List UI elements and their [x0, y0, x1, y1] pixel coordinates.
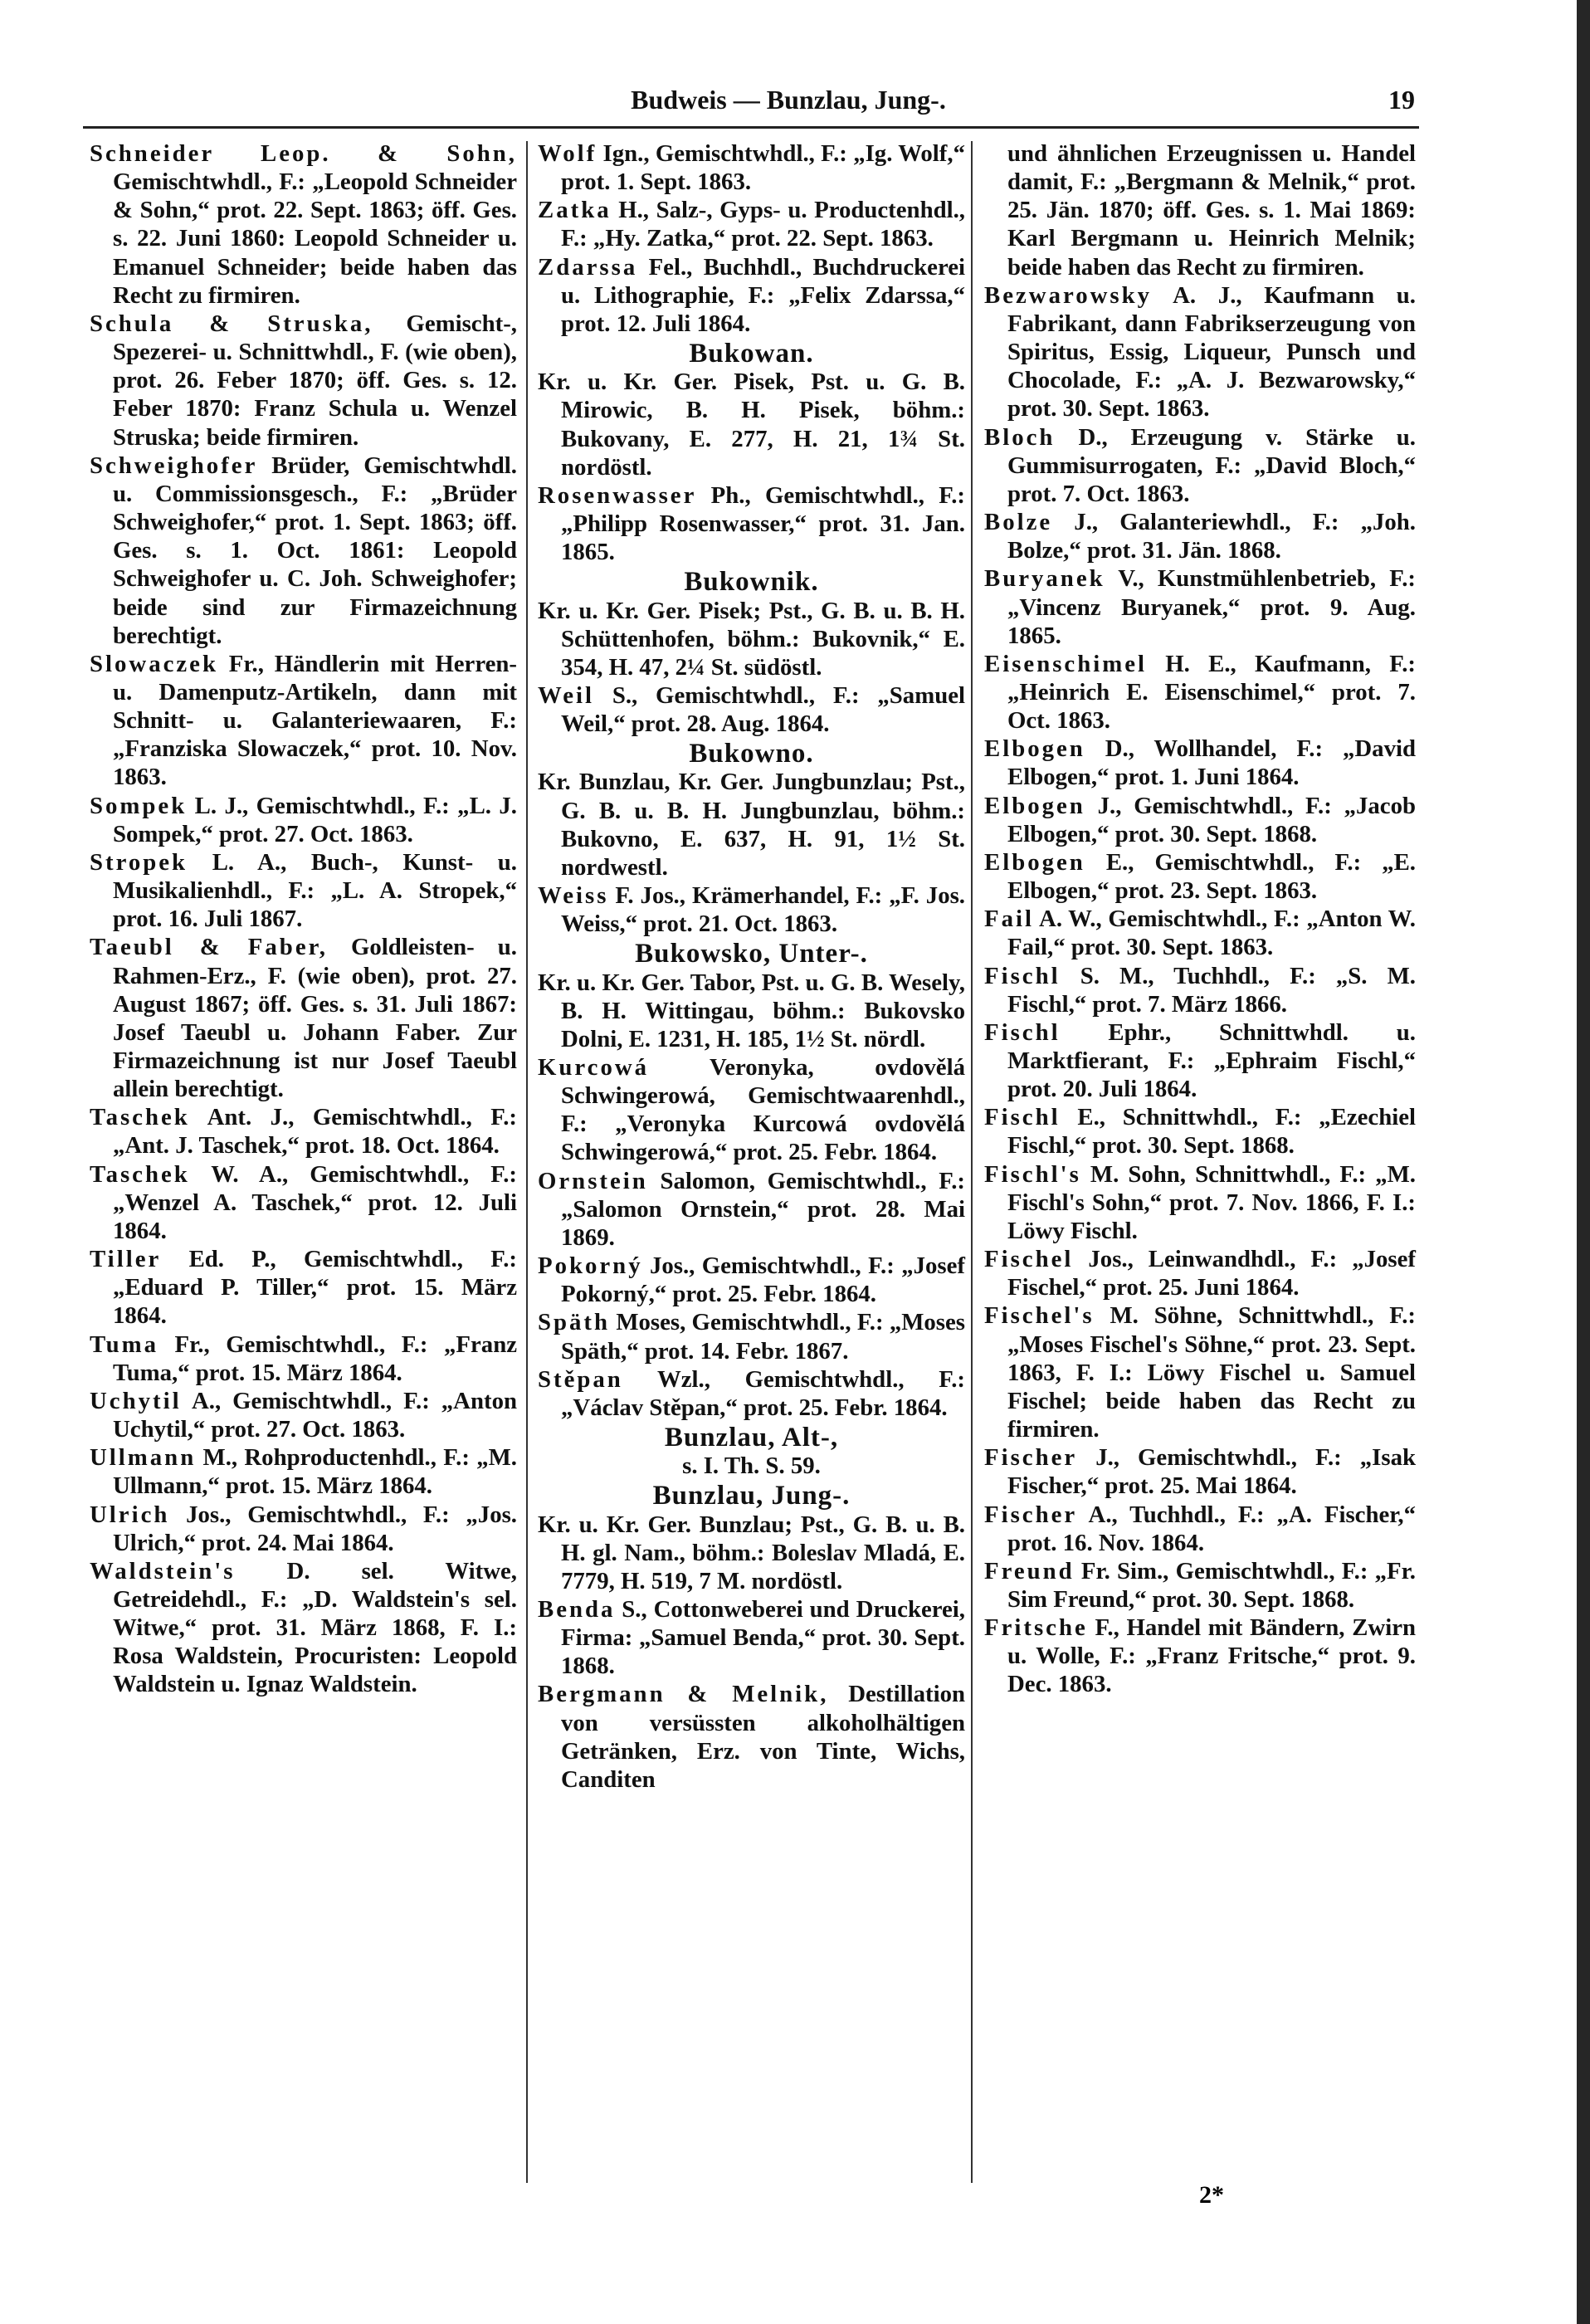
firm-name: Stropek [90, 848, 188, 876]
entry-text: Salomon, Gemischtwhdl., F.: „Salomon Ornstein,“ prot. 28. Mai 1869. [561, 1167, 965, 1251]
firm-name: Bloch [984, 423, 1056, 451]
running-header: Budweis — Bunzlau, Jung-. [631, 85, 946, 115]
firm-name: Späth [538, 1309, 611, 1336]
entry-text: D., Erzeugung v. Stärke u. Gummisurrogaten, F.: „David Bloch,“ prot. 7. Oct. 1863. [1007, 423, 1416, 507]
register-entry [538, 368, 965, 481]
firm-name: Schneider Leop. & Sohn, [90, 140, 517, 167]
firm-name: Taschek [90, 1160, 190, 1188]
register-entry [90, 1557, 517, 1699]
firm-name: Taeubl & Faber, [90, 934, 328, 961]
signature-mark: 2* [1199, 2181, 1224, 2209]
firm-name: Fritsche [984, 1614, 1088, 1642]
firm-name: Wolf [538, 140, 597, 167]
entry-text: S. M., Tuchhdl., F.: „S. M. Fischl,“ prot. 7. März 1866. [1007, 962, 1416, 1018]
entry-text: Fr. Sim., Gemischtwhdl., F.: „Fr. Sim Freund,“ prot. 30. Sept. 1868. [1007, 1557, 1416, 1613]
entry-text: J., Galanteriewhdl., F.: „Joh. Bolze,“ prot. 31. Jän. 1868. [1007, 509, 1416, 564]
entry-text: M. Sohn, Schnittwhdl., F.: „M. Fischl's Sohn,“ prot. 7. Nov. 1866, F. I.: Löwy Fischl. [1007, 1160, 1416, 1244]
entry-text: E., Schnittwhdl., F.: „Ezechiel Fischl,“ prot. 30. Sept. 1868. [1007, 1104, 1416, 1160]
register-entry [984, 1018, 1416, 1103]
firm-name: Fischel's [984, 1302, 1095, 1330]
register-entry [984, 962, 1416, 1018]
firm-name: Stěpan [538, 1365, 623, 1393]
entry-text: Fr., Händlerin mit Herren- u. Damenputz-Artikeln, dann mit Schnitt- u. Galanteriewaaren, F.: „Franziska Slowaczek,“ prot. 10. Nov. 1863. [113, 650, 517, 791]
register-entry [90, 139, 517, 310]
entry-text: L. A., Buch-, Kunst- u. Musikalienhdl., F.: „L. A. Stropek,“ prot. 16. Juli 1867. [113, 848, 517, 933]
firm-name: Fail [984, 906, 1034, 933]
register-entry [538, 597, 965, 681]
firm-name: Elbogen [984, 735, 1085, 763]
register-entry [984, 735, 1416, 791]
entry-text: D. sel. Witwe, Getreidehdl., F.: „D. Waldstein's sel. Witwe,“ prot. 31. März 1868, F. I.: Rosa Waldstein, Procuristen: Leopold Waldstein u. Ignaz Waldstein. [113, 1557, 517, 1698]
entry-text: H. E., Kaufmann, F.: „Heinrich E. Eisenschimel,“ prot. 7. Oct. 1863. [1007, 650, 1416, 735]
firm-name: Ulrich [90, 1501, 170, 1528]
firm-name: Elbogen [984, 792, 1085, 819]
entry-text: L. J., Gemischtwhdl., F.: „L. J. Sompek,“ prot. 27. Oct. 1863. [113, 792, 517, 847]
register-entry [538, 1511, 965, 1595]
firm-name: Fischl [984, 962, 1061, 989]
firm-name: Weil [538, 681, 594, 709]
entry-text: S., Cottonweberei und Druckerei, Firma: „Samuel Benda,“ prot. 30. Sept. 1868. [561, 1595, 965, 1680]
register-entry [90, 792, 517, 848]
firm-name: Schula & Struska, [90, 310, 373, 337]
register-entry [984, 1501, 1416, 1557]
firm-name: Fischer [984, 1444, 1078, 1472]
scan-edge [1577, 0, 1590, 2324]
column-3 [984, 139, 1416, 1699]
register-entry [90, 1160, 517, 1245]
entry-text: Jos., Leinwandhdl., F.: „Josef Fischel,“ prot. 25. Juni 1864. [1007, 1246, 1416, 1301]
entry-text: Destillation von versüssten alkoholhältigen Getränken, Erz. von Tinte, Wichs, Canditen [561, 1681, 965, 1793]
entry-text: Ed. P., Gemischtwhdl., F.: „Eduard P. Tiller,“ prot. 15. März 1864. [113, 1246, 517, 1330]
firm-name: Eisenschimel [984, 650, 1147, 677]
register-entry [90, 310, 517, 452]
entry-text: Fr., Gemischtwhdl., F.: „Franz Tuma,“ prot. 15. März 1864. [113, 1330, 517, 1386]
entry-text: Goldleisten- u. Rahmen-Erz., F. (wie oben), prot. 27. August 1867; öff. Ges. s. 31. Juli 1867: Josef Taeubl u. Johann Faber. Zur Firmazeichnung ist nur Josef Taeubl allein berechtigt. [113, 934, 517, 1103]
firm-name: Fischer [984, 1501, 1078, 1528]
firm-name: Zdarssa [538, 253, 638, 281]
column-divider [526, 141, 528, 2183]
place-heading: Bukowan. [689, 339, 814, 369]
entry-text: Kr. u. Kr. Ger. Bunzlau; Pst., G. B. u. B. H. gl. Nam., böhm.: Boleslav Mladá, E. 7779, H. 519, 7 M. nordöstl. [538, 1511, 965, 1594]
firm-name: Schweighofer [90, 452, 258, 479]
entry-text: A. J., Kaufmann u. Fabrikant, dann Fabrikserzeugung von Spiritus, Essig, Liqueur, Punsch und Chocolade, F.: „A. J. Bezwarowsky,“ prot. 30. Sept. 1863. [1007, 281, 1416, 422]
entry-text: Wzl., Gemischtwhdl., F.: „Václav Stěpan,“ prot. 25. Febr. 1864. [561, 1365, 965, 1421]
entry-text: Kr. Bunzlau, Kr. Ger. Jungbunzlau; Pst., G. B. u. B. H. Jungbunzlau, böhm.: Bukovno, E. 637, H. 91, 1½ St. nordwestl. [538, 769, 965, 881]
firm-name: Weiss [538, 882, 609, 910]
entry-text: Kr. u. Kr. Ger. Pisek; Pst., G. B. u. B. H. Schüttenhofen, böhm.: Bukovnik,“ E. 354, H. 47, 2¼ St. südöstl. [538, 597, 965, 681]
register-entry [984, 905, 1416, 961]
register-entry [538, 881, 965, 938]
firm-name: Slowaczek [90, 650, 218, 677]
column-divider [971, 141, 973, 2183]
register-entry [90, 848, 517, 933]
register-entry [538, 1053, 965, 1167]
entry-text: und ähnlichen Erzeugnissen u. Handel damit, F.: „Bergmann & Melnik,“ prot. 25. Jän. 1870; öff. Ges. s. 1. Mai 1869: Karl Bergmann u. Heinrich Melnik; beide haben das Recht zu firmiren. [1007, 140, 1416, 281]
entry-text: J., Gemischtwhdl., F.: „Jacob Elbogen,“ prot. 30. Sept. 1868. [1007, 792, 1416, 847]
entry-text: Kr. u. Kr. Ger. Pisek, Pst. u. G. B. Mirowic, B. H. Pisek, böhm.: Bukovany, E. 277, H. 21, 1¾ St. nordöstl. [538, 369, 965, 481]
register-entry [538, 1680, 965, 1794]
place-heading: Bunzlau, Alt-, [664, 1423, 839, 1453]
entry-text: D., Wollhandel, F.: „David Elbogen,“ prot. 1. Juni 1864. [1007, 735, 1416, 791]
register-entry [984, 848, 1416, 905]
register-entry [538, 139, 965, 196]
entry-text: V., Kunstmühlenbetrieb, F.: „Vincenz Buryanek,“ prot. 9. Aug. 1865. [1007, 565, 1416, 649]
entry-text: Jos., Gemischtwhdl., F.: „Jos. Ulrich,“ prot. 24. Mai 1864. [113, 1501, 517, 1556]
register-entry [538, 481, 965, 566]
firm-name: Ornstein [538, 1167, 648, 1194]
register-entry [984, 423, 1416, 508]
register-entry [984, 792, 1416, 848]
register-entry [538, 1167, 965, 1252]
column-2 [538, 139, 965, 1794]
entry-text: A., Gemischtwhdl., F.: „Anton Uchytil,“ prot. 27. Oct. 1863. [113, 1387, 517, 1443]
register-entry [538, 1252, 965, 1308]
entry-text: Moses, Gemischtwhdl., F.: „Moses Späth,“ prot. 14. Febr. 1867. [561, 1309, 965, 1365]
firm-name: Bolze [984, 509, 1053, 536]
place-heading: Bukownik. [684, 567, 819, 598]
register-entry [90, 1387, 517, 1443]
register-entry [984, 1614, 1416, 1698]
firm-name: Taschek [90, 1104, 190, 1131]
column-1 [90, 139, 517, 1699]
firm-name: Rosenwasser [538, 481, 697, 509]
register-entry [538, 768, 965, 881]
entry-text: Veronyka, ovdovělá Schwingerowá, Gemischtwaarenhdl., F.: „Veronyka Kurcowá ovdovělá Schwingerowá,“ prot. 25. Febr. 1864. [561, 1054, 965, 1166]
entry-text: J., Gemischtwhdl., F.: „Isak Fischer,“ prot. 25. Mai 1864. [1007, 1444, 1416, 1500]
entry-text: S., Gemischtwhdl., F.: „Samuel Weil,“ prot. 28. Aug. 1864. [561, 681, 965, 738]
entry-text: Brüder, Gemischtwhdl. u. Commissionsgesch., F.: „Brüder Schweighofer,“ prot. 1. Sept. 1863; öff. Ges. s. 1. Oct. 1861: Leopold Schweighofer u. C. Joh. Schweighofer; beide sind zur Firmazeichnung berechtigt. [113, 452, 517, 649]
firm-name: Elbogen [984, 848, 1085, 876]
entry-text: Gemischtwhdl., F.: „Leopold Schneider & Sohn,“ prot. 22. Sept. 1863; öff. Ges. s. 22. Juni 1860: Leopold Schneider u. Emanuel Schneider; beide haben das Recht zu firmiren. [113, 168, 517, 309]
register-entry [984, 1443, 1416, 1500]
place-heading: Bunzlau, Jung-. [652, 1481, 851, 1511]
register-entry [538, 1308, 965, 1365]
page-number: 19 [1388, 85, 1415, 115]
firm-name: Fischel [984, 1246, 1074, 1273]
register-entry [538, 1595, 965, 1680]
register-entry [90, 933, 517, 1103]
register-entry [984, 1245, 1416, 1301]
register-entry [984, 1160, 1416, 1245]
register-entry [984, 564, 1416, 649]
register-entry [984, 508, 1416, 564]
place-reference: s. I. Th. S. 59. [682, 1452, 821, 1480]
entry-text: M., Rohproductenhdl., F.: „M. Ullmann,“ prot. 15. März 1864. [113, 1444, 517, 1500]
register-entry [984, 1103, 1416, 1160]
entry-text: H., Salz-, Gyps- u. Productenhdl., F.: „Hy. Zatka,“ prot. 22. Sept. 1863. [561, 197, 965, 252]
firm-name: Benda [538, 1595, 616, 1623]
firm-name: Bergmann & Melnik, [538, 1681, 829, 1708]
firm-name: Bezwarowsky [984, 281, 1153, 309]
register-entry [90, 1501, 517, 1557]
firm-name: Uchytil [90, 1387, 182, 1414]
entry-text: Ant. J., Gemischtwhdl., F.: „Ant. J. Taschek,“ prot. 18. Oct. 1864. [113, 1104, 517, 1160]
register-entry [984, 1301, 1416, 1443]
firm-name: Fischl [984, 1104, 1061, 1131]
firm-name: Pokorný [538, 1252, 643, 1280]
register-entry [90, 1443, 517, 1500]
register-entry [538, 196, 965, 252]
firm-name: Buryanek [984, 565, 1105, 593]
entry-text: W. A., Gemischtwhdl., F.: „Wenzel A. Taschek,“ prot. 12. Juli 1864. [113, 1160, 517, 1244]
firm-name: Freund [984, 1557, 1075, 1584]
place-heading: Bukowno. [689, 739, 814, 769]
firm-name: Waldstein's [90, 1557, 236, 1584]
firm-name: Tiller [90, 1246, 162, 1273]
entry-text: Kr. u. Kr. Ger. Tabor, Pst. u. G. B. Wesely, B. H. Wittingau, böhm.: Bukovsko Dolni, E. 1231, H. 185, 1½ St. nördl. [538, 969, 965, 1052]
entry-text: Jos., Gemischtwhdl., F.: „Josef Pokorný,“ prot. 25. Febr. 1864. [561, 1252, 965, 1308]
entry-text: F. Jos., Krämerhandel, F.: „F. Jos. Weiss,“ prot. 21. Oct. 1863. [561, 882, 965, 938]
firm-name: Fischl [984, 1018, 1061, 1046]
entry-text: Ign., Gemischtwhdl., F.: „Ig. Wolf,“ prot. 1. Sept. 1863. [561, 140, 965, 196]
register-entry [90, 452, 517, 650]
firm-name: Kurcowá [538, 1054, 650, 1081]
register-entry [90, 1245, 517, 1330]
register-entry [984, 281, 1416, 423]
firm-name: Tuma [90, 1330, 159, 1358]
entry-text: Ph., Gemischtwhdl., F.: „Philipp Rosenwasser,“ prot. 31. Jan. 1865. [561, 481, 965, 566]
firm-name: Fischl's [984, 1160, 1081, 1188]
register-entry [90, 1330, 517, 1387]
entry-text: M. Söhne, Schnittwhdl., F.: „Moses Fischel's Söhne,“ prot. 23. Sept. 1863, F. I.: Löwy Fischel u. Samuel Fischel; beide haben das Recht zu firmiren. [1007, 1302, 1416, 1443]
entry-text: F., Handel mit Bändern, Zwirn u. Wolle, F.: „Franz Fritsche,“ prot. 9. Dec. 1863. [1007, 1614, 1416, 1698]
register-entry [538, 969, 965, 1053]
header-rule [83, 126, 1419, 129]
firm-name: Ullmann [90, 1444, 197, 1472]
register-entry [538, 253, 965, 338]
entry-text: Gemischt-, Spezerei- u. Schnittwhdl., F. (wie oben), prot. 26. Feber 1870; öff. Ges. s. 12. Feber 1870: Franz Schula u. Wenzel Struska; beide firmiren. [113, 310, 517, 451]
entry-text: E., Gemischtwhdl., F.: „E. Elbogen,“ prot. 23. Sept. 1863. [1007, 848, 1416, 905]
firm-name: Zatka [538, 197, 612, 224]
firm-name: Sompek [90, 792, 188, 819]
entry-text: A., Tuchhdl., F.: „A. Fischer,“ prot. 16. Nov. 1864. [1007, 1501, 1416, 1556]
entry-text: Ephr., Schnittwhdl. u. Marktfierant, F.: „Ephraim Fischl,“ prot. 20. Juli 1864. [1007, 1018, 1416, 1103]
entry-text: Fel., Buchhdl., Buchdruckerei u. Lithographie, F.: „Felix Zdarssa,“ prot. 12. Juli 1864. [561, 253, 965, 337]
register-entry [90, 650, 517, 792]
register-entry [984, 139, 1416, 281]
register-entry [984, 650, 1416, 735]
register-entry [538, 1365, 965, 1422]
register-entry [538, 681, 965, 738]
place-heading: Bukowsko, Unter-. [635, 939, 868, 969]
register-entry [90, 1103, 517, 1160]
entry-text: A. W., Gemischtwhdl., F.: „Anton W. Fail,“ prot. 30. Sept. 1863. [1007, 906, 1416, 961]
register-entry [984, 1557, 1416, 1614]
